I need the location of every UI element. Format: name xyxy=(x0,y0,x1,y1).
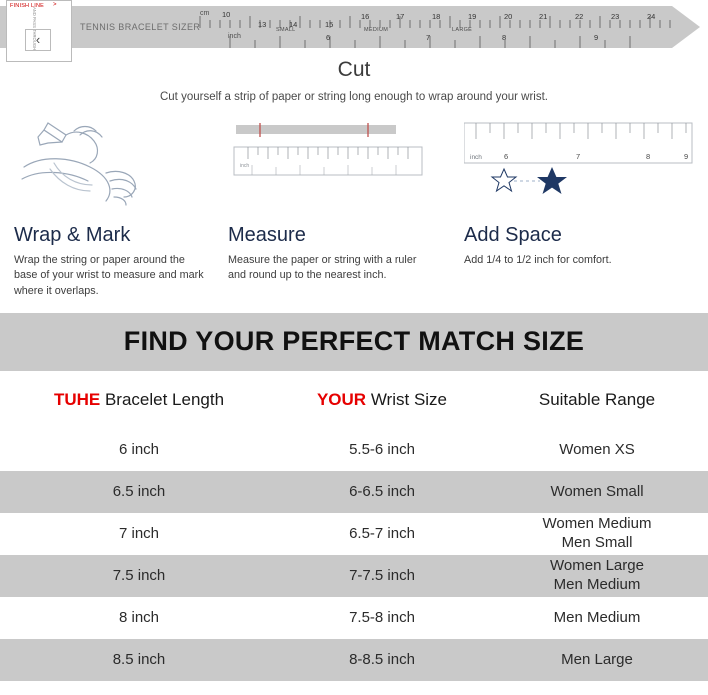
sizer-title: TENNIS BRACELET SIZER xyxy=(80,22,201,32)
svg-text:6: 6 xyxy=(504,152,509,161)
table-row xyxy=(0,471,708,513)
inch-tick-9: 9 xyxy=(594,33,599,42)
size-mark-large: LARGE xyxy=(452,27,473,33)
cm-tick-15: 15 xyxy=(325,20,334,29)
cell-length: 7.5 inch xyxy=(0,555,278,597)
svg-text:inch: inch xyxy=(470,154,482,161)
cm-tick-22: 22 xyxy=(575,12,584,21)
table-row xyxy=(0,639,708,681)
cell-wrist: 7.5-8 inch xyxy=(278,597,486,639)
cm-tick-24: 24 xyxy=(647,12,656,21)
ruler-with-star-markers-illustration xyxy=(464,115,690,210)
cm-tick-18: 18 xyxy=(432,12,441,21)
bracelet-sizer-ruler xyxy=(0,0,708,52)
cell-range: Women Small xyxy=(486,471,708,513)
cm-tick-17: 17 xyxy=(396,12,405,21)
column-header-bracelet-length: TUHE Bracelet Length xyxy=(0,371,278,429)
cell-length: 7 inch xyxy=(0,513,278,555)
cell-range: Women Large Men Medium xyxy=(486,555,708,597)
size-chart-table xyxy=(0,371,708,681)
cell-wrist: 6.5-7 inch xyxy=(278,513,486,555)
table-header-row xyxy=(0,371,708,429)
cm-tick-16: 16 xyxy=(361,12,370,21)
step-2-title: Measure xyxy=(228,224,306,246)
inch-tick-7: 7 xyxy=(426,33,431,42)
cut-heading: Cut xyxy=(337,58,371,81)
step-1-body: Wrap the string or paper around the base of your wrist to measure and mark where it overlaps. xyxy=(14,254,204,297)
cm-tick-19: 19 xyxy=(468,12,477,21)
steps-row xyxy=(0,115,708,299)
step-add-space xyxy=(464,115,690,299)
cell-length: 8.5 inch xyxy=(0,639,278,681)
svg-text:9: 9 xyxy=(684,152,689,161)
cut-subtext: Cut yourself a strip of paper or string long enough to wrap around your wrist. xyxy=(159,91,548,103)
cell-range: Men Large xyxy=(486,639,708,681)
cm-tick-20: 20 xyxy=(504,12,513,21)
hand-wrapping-string-illustration xyxy=(14,115,218,210)
cm-tick-21: 21 xyxy=(539,12,548,21)
cell-length: 6.5 inch xyxy=(0,471,278,513)
step-1-title: Wrap & Mark xyxy=(14,224,131,246)
svg-text:7: 7 xyxy=(576,152,581,161)
brand-accent-text: TUHE xyxy=(53,389,101,409)
cell-wrist: 8-8.5 inch xyxy=(278,639,486,681)
step-3-title: Add Space xyxy=(464,224,562,246)
table-row xyxy=(0,555,708,597)
cm-tick-23: 23 xyxy=(611,12,620,21)
table-row xyxy=(0,429,708,471)
svg-text:8: 8 xyxy=(646,152,651,161)
cell-wrist: 6-6.5 inch xyxy=(278,471,486,513)
finish-line-instruction: AND PASS THROUGH xyxy=(32,7,37,51)
cell-range: Women XS xyxy=(486,429,708,471)
finish-line-label: FINISH LINE xyxy=(10,3,44,9)
finish-line-arrow-icon: > xyxy=(53,2,57,8)
column-header-wrist-size: YOUR Wrist Size xyxy=(278,371,486,429)
paper-strip-on-ruler-illustration xyxy=(228,115,454,210)
your-accent-text: YOUR xyxy=(316,389,367,409)
finish-line-box xyxy=(6,0,72,62)
banner-title: FIND YOUR PERFECT MATCH SIZE xyxy=(123,326,585,357)
cell-range: Men Medium xyxy=(486,597,708,639)
column-header-suitable-range: Suitable Range xyxy=(486,371,708,429)
step-3-body: Add 1/4 to 1/2 inch for comfort. xyxy=(464,254,612,266)
cell-wrist: 7-7.5 inch xyxy=(278,555,486,597)
back-chevron-icon[interactable]: ‹ xyxy=(25,29,51,51)
cm-tick-13: 13 xyxy=(258,20,267,29)
step-2-body: Measure the paper or string with a ruler and round up to the nearest inch. xyxy=(228,254,417,282)
table-row xyxy=(0,597,708,639)
cell-length: 6 inch xyxy=(0,429,278,471)
inch-tick-8: 8 xyxy=(502,33,507,42)
cm-unit-label: cm xyxy=(200,10,210,17)
step-measure xyxy=(228,115,454,299)
cm-tick-14: 14 xyxy=(289,20,298,29)
size-mark-small: SMALL xyxy=(276,27,296,33)
inch-unit-label: inch xyxy=(228,33,241,40)
cell-wrist: 5.5-6 inch xyxy=(278,429,486,471)
svg-text:inch: inch xyxy=(240,163,250,169)
step-wrap-and-mark xyxy=(14,115,218,299)
cm-tick-10: 10 xyxy=(222,10,231,19)
cell-length: 8 inch xyxy=(0,597,278,639)
cell-range: Women Medium Men Small xyxy=(486,513,708,555)
inch-tick-6: 6 xyxy=(326,33,331,42)
size-mark-medium: MEDIUM xyxy=(364,27,389,33)
table-row xyxy=(0,513,708,555)
match-size-banner xyxy=(0,313,708,371)
